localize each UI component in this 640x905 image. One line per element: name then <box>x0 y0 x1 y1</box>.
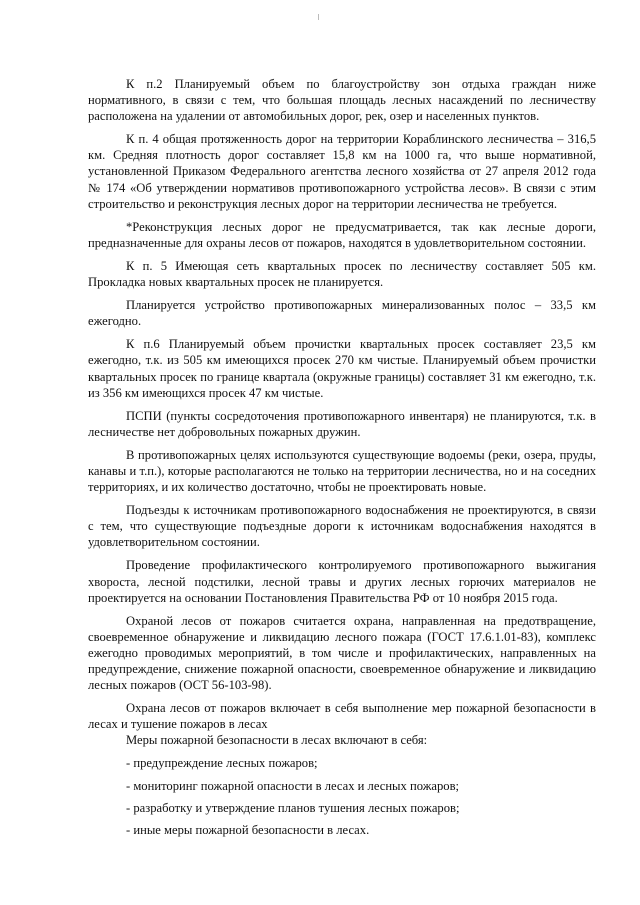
document-page <box>88 76 596 844</box>
paragraph-measures-intro: Меры пожарной безопасности в лесах включают в себя: <box>126 733 428 748</box>
paragraph-fire-protection-definition: Охраной лесов от пожаров считается охрана, направленная на предотвращение, своевременное обнаружение и ликвидацию лесного пожара (ГОСТ 17.6.1.01-83), комплекс ежегодно проводимых мероприятий, в том числе и профилактических, направленных на предупреждение, снижение пожарной опасности, своевременное обнаружение и ликвидацию лесных пожаров (ОСТ 56-103-98). <box>88 613 596 693</box>
list-item: - мониторинг пожарной опасности в лесах и лесных пожаров; <box>126 778 460 793</box>
list-item: - разработку и утверждение планов тушения лесных пожаров; <box>126 800 460 815</box>
paragraph-water-sources: В противопожарных целях используются существующие водоемы (реки, озера, пруды, канавы и т.п.), которые располагаются не только на территории лесничества, но и на соседних территориях, и их количество достаточно, чтобы не проектировать новые. <box>88 447 596 495</box>
paragraph-mineralized-strips: Планируется устройство противопожарных минерализованных полос – 33,5 км ежегодно. <box>88 298 596 329</box>
paragraph-clause-2: К п.2 Планируемый объем по благоустройству зон отдыха граждан ниже нормативного, в связи с тем, что большая площадь лесных насаждений по лесничеству расположена на удалении от автомобильных дорог, рек, озер и населенных пунктов. <box>88 77 596 124</box>
paragraph-road-reconstruction-note: *Реконструкция лесных дорог не предусматривается, так как лесные дороги, предназначенные для охраны лесов от пожаров, находятся в удовлетворительном состоянии. <box>88 219 596 250</box>
paragraph-pspi: ПСПИ (пункты сосредоточения противопожарного инвентаря) не планируются, т.к. в лесничестве нет добровольных пожарных дружин. <box>88 408 596 439</box>
list-item: - предупреждение лесных пожаров; <box>126 756 318 771</box>
paragraph-clause-6: К п.6 Планируемый объем прочистки квартальных просек составляет 23,5 км ежегодно, т.к. из 505 км имеющихся просек 270 км чистые. Планируемый объем прочистки квартальных просек по границе квартала (окружные границы) составляет 31 км ежегодно, т.к. из 356 км имеющихся просек 47 км чистые. <box>88 337 596 400</box>
fire-safety-measures-list <box>88 755 596 837</box>
list-item: - иные меры пожарной безопасности в лесах. <box>126 822 370 837</box>
paragraph-controlled-burning: Проведение профилактического контролируемого противопожарного выжигания хвороста, лесной подстилки, лесной травы и других лесных горючих материалов не проектируется на основании Постановления Правительства РФ от 10 ноября 2015 года. <box>88 558 596 605</box>
paragraph-clause-4: К п. 4 общая протяженность дорог на территории Кораблинского лесничества – 316,5 км. Средняя плотность дорог составляет 15,8 км на 1000 га, что выше нормативной, установленной Приказом Федерального агентства лесного хозяйства от 27 апреля 2012 года № 174 «Об утверждении нормативов противопожарного устройства лесов». В связи с этим строительство и реконструкция лесных дорог на территории лесничества не требуется. <box>88 132 596 211</box>
paragraph-fire-protection-scope: Охрана лесов от пожаров включает в себя выполнение мер пожарной безопасности в лесах и тушение пожаров в лесах <box>88 701 596 732</box>
paragraph-clause-5: К п. 5 Имеющая сеть квартальных просек по лесничеству составляет 505 км. Прокладка новых квартальных просек не планируется. <box>88 258 596 290</box>
scan-mark <box>318 14 319 20</box>
paragraph-access-roads: Подъезды к источникам противопожарного водоснабжения не проектируются, в связи с тем, что существующие подъездные дороги к источникам водоснабжения находятся в удовлетворительном состоянии. <box>88 503 596 550</box>
